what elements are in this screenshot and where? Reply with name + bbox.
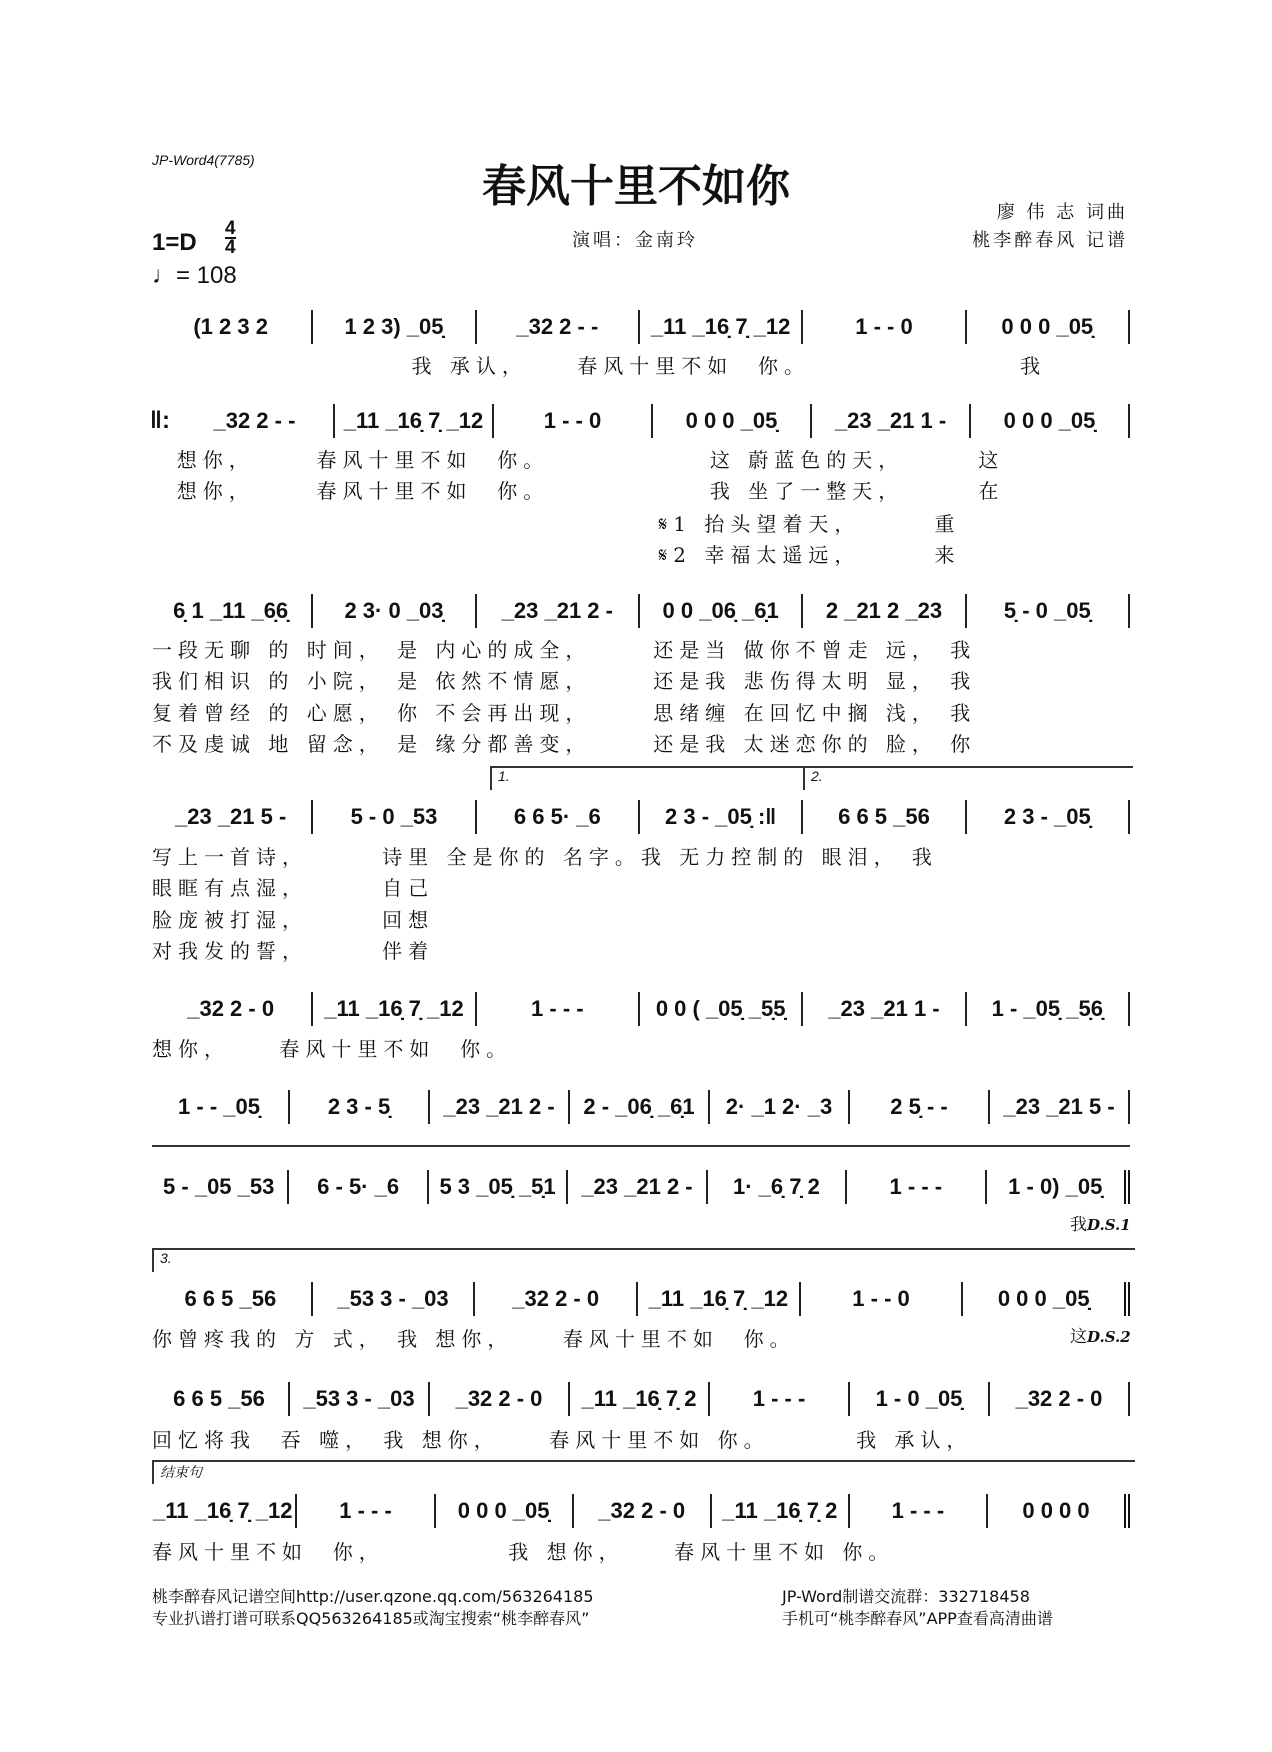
measure: 0 0 0 _05̣	[971, 404, 1130, 438]
measure: _23 _21 2 -	[568, 1170, 707, 1204]
dal-segno-marker	[1070, 1322, 1131, 1347]
measure: 6̣ 1 _11 _6̣6̣	[150, 594, 313, 628]
time-signature	[225, 220, 236, 256]
measure: 6 6 5 _56	[150, 1282, 313, 1316]
notation-system	[150, 1382, 1130, 1416]
transcriber-credit: 桃李醉春风 记谱	[972, 230, 1128, 251]
measure: 2 _21 2 _23	[803, 594, 966, 628]
lyric-line: 不及虔诚 地 留念， 是 缘分都善变， 还是我 太迷恋你的 脸， 你	[152, 732, 977, 756]
measure: _32 2 - 0	[150, 992, 313, 1026]
notation-system	[150, 800, 1130, 834]
measure: 5 - 0 _53	[313, 800, 476, 834]
lyric-line: 想你， 春风十里不如 你。	[152, 1037, 513, 1061]
composer-credit: 廖 伟 志 词曲	[996, 202, 1128, 223]
footer-contact: 专业扒谱打谱可联系QQ563264185或淘宝搜索“桃李醉春风”	[152, 1609, 590, 1628]
notation-system	[150, 404, 1130, 438]
notation-system	[150, 594, 1130, 628]
notation-system	[150, 992, 1130, 1026]
measure: 0 0 0 _05̣	[963, 1282, 1130, 1316]
measure: 0 0 ( _05̣ _5̣5̣	[640, 992, 803, 1026]
time-sig-bottom: 4	[225, 237, 236, 258]
notation-system	[150, 1090, 1130, 1124]
measure: 2· _1 2· _3	[710, 1090, 850, 1124]
measure: _11 _16̣ 7̣ _12	[150, 1494, 297, 1528]
measure: _32 2 - 0	[475, 1282, 638, 1316]
measure: 2 3 - _05̣ :‖	[640, 800, 803, 834]
measure: _11 _16̣ 7̣ _12	[313, 992, 476, 1026]
measure: _53 3 - _03	[290, 1382, 430, 1416]
measure: 5̣ - 0 _05̣	[967, 594, 1130, 628]
measure: _23 _21 1 -	[803, 992, 966, 1026]
measure: 1 - - 0	[494, 404, 653, 438]
measure: _23 _21 1 -	[812, 404, 971, 438]
measure: 0 0 0 _05̣	[653, 404, 812, 438]
notation-system	[150, 1170, 1130, 1204]
measure: 1 - - 0	[801, 1282, 964, 1316]
volta-bracket: 3.	[152, 1248, 1135, 1272]
measure: 5 3 _05̣ _5̣1	[429, 1170, 568, 1204]
measure: _32 2 - 0	[430, 1382, 570, 1416]
lyric-line: 想你， 春风十里不如 你。 这 蔚蓝色的天， 这	[152, 448, 1005, 472]
measure: 1 - - -	[847, 1170, 986, 1204]
notation-system	[150, 1282, 1130, 1316]
measure: 6 6 5 _56	[803, 800, 966, 834]
measure: 6 - 5· _6	[289, 1170, 428, 1204]
measure: 1 - - 0	[803, 310, 966, 344]
measure: (1 2 3 2	[150, 310, 313, 344]
song-title: 春风十里不如你	[482, 161, 790, 212]
lyric-line: 一段无聊 的 时间， 是 内心的成全， 还是当 做你不曾走 远， 我	[152, 638, 977, 662]
lyric-line: 我 承认， 春风十里不如 你。 我	[152, 354, 1047, 378]
measure: 2 - _06̣ _6̣1	[570, 1090, 710, 1124]
lyric-line: 对我发的誓， 伴着	[152, 939, 435, 963]
footer-qzone: 桃李醉春风记谱空间http://user.qzone.qq.com/563264185	[152, 1587, 594, 1606]
volta-bracket: 2.	[803, 766, 1133, 790]
time-sig-top: 4	[225, 218, 236, 239]
measure: 2 3 - 5̣	[290, 1090, 430, 1124]
lyric-line: 我们相识 的 小院， 是 依然不情愿， 还是我 悲伤得太明 显， 我	[152, 669, 977, 693]
measure: 0 0 0 _05̣	[436, 1494, 574, 1528]
measure: 1 - 0) _05̣	[987, 1170, 1130, 1204]
measure: 1 - 0 _05̣	[850, 1382, 990, 1416]
tie-continuation-line	[152, 1145, 1130, 1147]
ds-lyric: 这	[1070, 1327, 1087, 1347]
software-label: JP-Word4(7785)	[152, 152, 255, 168]
ds-mark: D.S.2	[1087, 1328, 1131, 1346]
measure: 1 - - -	[477, 992, 640, 1026]
measure: _32 2 - -	[477, 310, 640, 344]
measure: _23 _21 5 -	[150, 800, 313, 834]
measure: _32 2 - -	[176, 404, 335, 438]
measure: 1 - _05̣ _5̣6̣	[967, 992, 1130, 1026]
measure: _11 _16̣ 7̣ 2	[712, 1494, 850, 1528]
footer-app: 手机可“桃李醉春风”APP查看高清曲谱	[782, 1609, 1053, 1628]
measure: 1· _6̣ 7̣ 2	[708, 1170, 847, 1204]
ds-mark: D.S.1	[1087, 1216, 1131, 1234]
ds-lyric: 我	[1070, 1215, 1087, 1235]
measure: 1 - - _05̣	[150, 1090, 290, 1124]
measure: 0 0 0 0	[988, 1494, 1130, 1528]
measure: _23 _21 2 -	[477, 594, 640, 628]
lyric-line: 脸庞被打湿， 回想	[152, 908, 435, 932]
measure: _11 _16̣ 7̣ 2	[570, 1382, 710, 1416]
lyric-line: 𝄋2 幸福太遥远， 来	[152, 543, 961, 567]
measure: 2 3 - _05̣	[967, 800, 1130, 834]
measure: _11 _16̣ 7̣ _12	[638, 1282, 801, 1316]
lyric-line: 你曾疼我的 方 式， 我 想你， 春风十里不如 你。	[152, 1327, 796, 1351]
lyric-line: 𝄋1 抬头望着天， 重	[152, 512, 961, 536]
measure: 1 - - -	[710, 1382, 850, 1416]
key-signature: 1=D	[152, 229, 197, 256]
notation-system	[150, 310, 1130, 344]
measure: _53 3 - _03	[313, 1282, 476, 1316]
volta-bracket: 1.	[490, 766, 803, 790]
measure: 2 5̣ - -	[850, 1090, 990, 1124]
lyric-line: 春风十里不如 你， 我 想你， 春风十里不如 你。	[152, 1540, 895, 1564]
lyric-line: 想你， 春风十里不如 你。 我 坐了一整天， 在	[152, 479, 1005, 503]
volta-bracket: 结束句	[152, 1460, 1135, 1484]
lyric-line: 回忆将我 吞 噬， 我 想你， 春风十里不如 你。 我 承认，	[152, 1428, 973, 1452]
measure: _11 _16̣ 7̣ _12	[335, 404, 494, 438]
measure: 2 3· 0 _03̣	[313, 594, 476, 628]
lyric-line: 眼眶有点湿， 自己	[152, 876, 435, 900]
tempo-marking: ♩= 108	[152, 262, 237, 289]
repeat-start-sign: ‖:	[150, 407, 170, 434]
singer-credit: 演唱：金南玲	[572, 230, 698, 251]
measure: 5 - _05 _53	[150, 1170, 289, 1204]
footer-group: JP-Word制谱交流群：332718458	[782, 1587, 1030, 1606]
measure: 1 - - -	[297, 1494, 435, 1528]
measure: _32 2 - 0	[574, 1494, 712, 1528]
measure: 1 - - -	[850, 1494, 988, 1528]
measure: 1 2 3) _05̣	[313, 310, 476, 344]
lyric-line: 写上一首诗， 诗里 全是你的 名字。我 无力控制的 眼泪， 我	[152, 845, 938, 869]
measure: 6 6 5 _56	[150, 1382, 290, 1416]
lyric-line: 复着曾经 的 心愿， 你 不会再出现， 思绪缠 在回忆中搁 浅， 我	[152, 701, 977, 725]
measure: 0 0 _06̣ _6̣1	[640, 594, 803, 628]
measure: 6 6 5· _6	[477, 800, 640, 834]
measure: _23 _21 5 -	[990, 1090, 1130, 1124]
dal-segno-marker	[1070, 1210, 1131, 1235]
measure: _23 _21 2 -	[430, 1090, 570, 1124]
measure: _11 _16̣ 7̣ _12	[640, 310, 803, 344]
measure: 0 0 0 _05̣	[967, 310, 1130, 344]
measure: _32 2 - 0	[990, 1382, 1130, 1416]
notation-system	[150, 1494, 1130, 1528]
